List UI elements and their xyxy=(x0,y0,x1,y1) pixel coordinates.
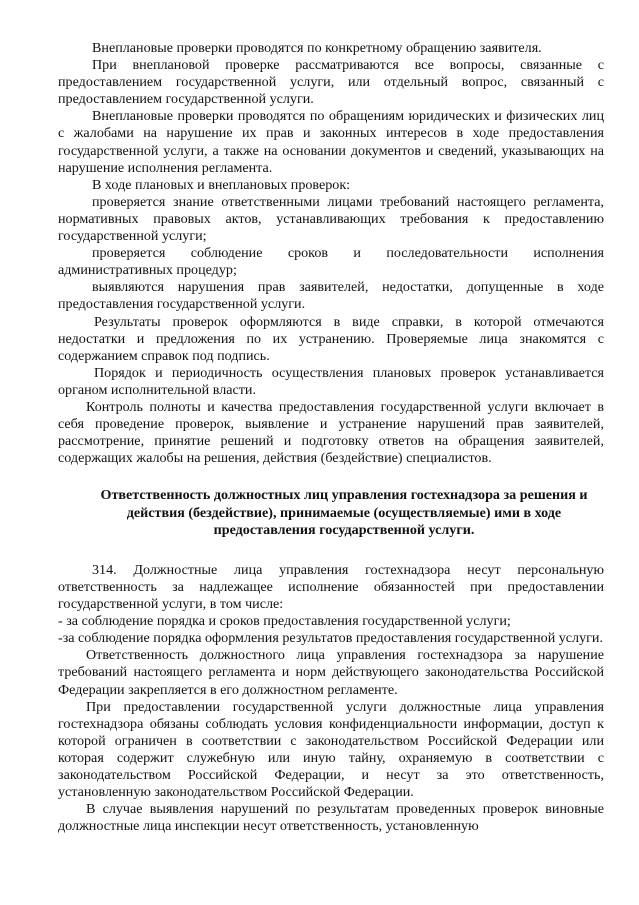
document-page xyxy=(58,40,604,835)
paragraph-check-frequency: Порядок и периодичность осуществления плановых проверок устанавливается органом исполнительной власти. xyxy=(58,364,604,398)
paragraph-check-results: Результаты проверок оформляются в виде справки, в которой отмечаются недостатки и предложения по их устранению. Проверяемые лица знакомятся с содержанием справок под подпись. xyxy=(58,313,604,364)
clause-314: 314. Должностные лица управления гостехнадзора несут персональную ответственность за надлежащее исполнение обязанностей при предоставлении государственной услуги, в том числе: xyxy=(58,561,604,613)
paragraph-liability-regulation: Ответственность должностного лица управления гостехнадзора за нарушение требований настоящего регламента и норм действующего законодательства Российской Федерации закрепляется в его должностном регламенте. xyxy=(58,647,604,698)
paragraph-check-knowledge: проверяется знание ответственными лицами требований настоящего регламента, нормативных правовых актов, устанавливающих требования к предоставлению государственной услуги; xyxy=(58,193,604,245)
paragraph-checks-intro: В ходе плановых и внеплановых проверок: xyxy=(92,176,351,193)
paragraph-violations-liability: В случае выявления нарушений по результатам проведенных проверок виновные должностные лица инспекции несут ответственность, установленную xyxy=(58,801,604,835)
paragraph-unscheduled-scope: При внеплановой проверке рассматриваются все вопросы, связанные с предоставлением государственной услуги, или отдельный вопрос, связанный с предоставлением государственной услуги. xyxy=(58,57,604,108)
paragraph-check-violations: выявляются нарушения прав заявителей, недостатки, допущенные в ходе предоставления государственной услуги. xyxy=(58,279,604,313)
section-heading: Ответственность должностных лиц управления гостехнадзора за решения и действия (бездействие), принимаемые (осуществляемые) ими в ходе предоставления государственной услуги. xyxy=(100,487,588,539)
paragraph-unscheduled-grounds: Внеплановые проверки проводятся по обращениям юридических и физических лиц с жалобами на нарушение их прав и законных интересов в ходе предоставления государственной услуги, а также на основании документов и сведений, указывающих на нарушение исполнения регламента. xyxy=(58,108,604,176)
list-item-results: -за соблюдение порядка оформления результатов предоставления государственной услуги. xyxy=(58,630,603,647)
paragraph-confidentiality: При предоставлении государственной услуги должностные лица управления гостехнадзора обязаны соблюдать условия конфиденциальности информации, доступ к которой ограничен в соответствии с законодательством Российской Федерации или которая содержит служебную или иную тайну, охраняемую в соответствии с законодательством Российской Федерации, и несут за это ответственность, установленную законодательством Российской Федерации. xyxy=(58,698,604,801)
paragraph-unscheduled-by-request: Внеплановые проверки проводятся по конкретному обращению заявителя. xyxy=(92,40,542,56)
paragraph-check-deadlines: проверяется соблюдение сроков и последовательности исполнения административных процедур; xyxy=(58,245,604,279)
list-item-deadlines: - за соблюдение порядка и сроков предоставления государственной услуги; xyxy=(58,613,511,630)
paragraph-quality-control: Контроль полноты и качества предоставления государственной услуги включает в себя проведение проверок, выявление и устранение нарушений прав заявителей, рассмотрение, принятие решений и подготовку ответов на обращения заявителей, содержащих жалобы на решения, действия (бездействие) специалистов. xyxy=(58,398,604,467)
